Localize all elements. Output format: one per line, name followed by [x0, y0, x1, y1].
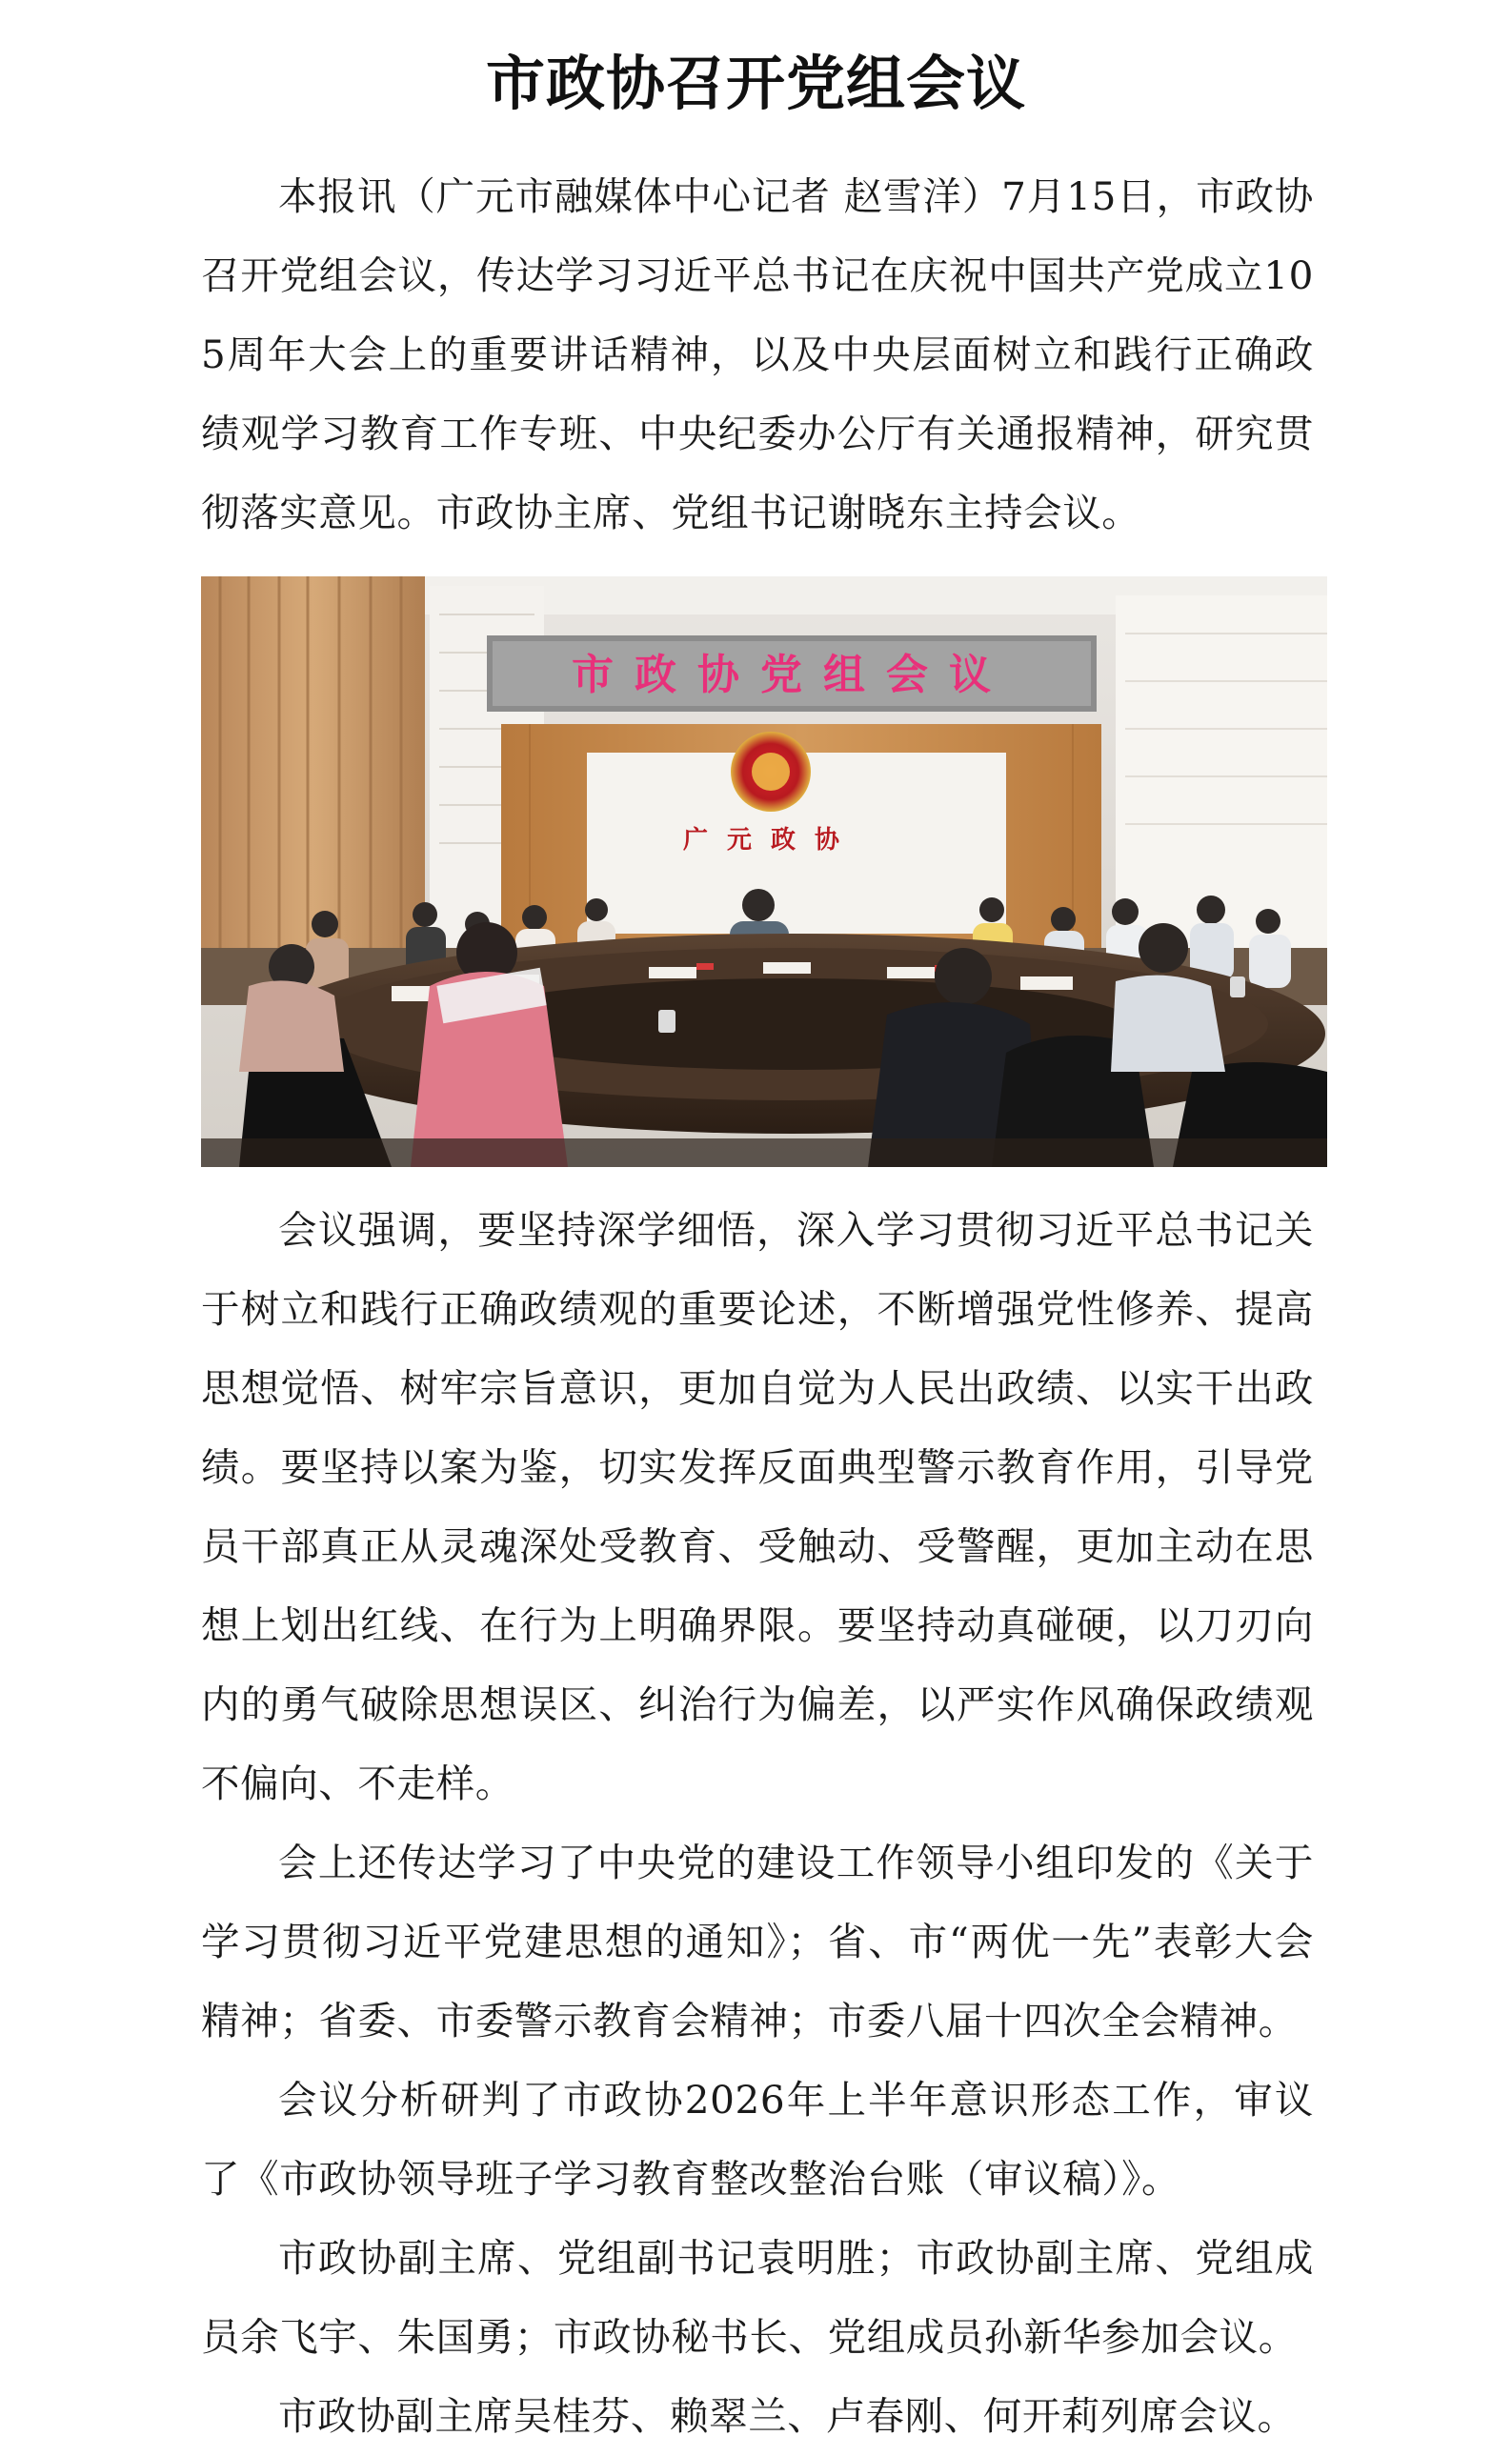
banner-text: 市政协党组会议: [572, 651, 1012, 699]
paragraph-transmission: 会上还传达学习了中央党的建设工作领导小组印发的《关于学习贯彻习近平党建思想的通知》；省、市“两优一先”表彰大会精神；省委、市委警示教育会精神；市委八届十四次全会精神。: [201, 1840, 1314, 2043]
paragraph-emphasis: 会议强调，要坚持深学细悟，深入学习贯彻习近平总书记关于树立和践行正确政绩观的重要论述，不断增强党性修养、提高思想觉悟、树牢宗旨意识，更加自觉为人民出政绩、以实干出政绩。要坚持以案为鉴，切实发挥反面典型警示教育作用，引导党员干部真正从灵魂深处受教育、受触动、受警醒，更加主动在思想上划出红线、在行为上明确界限。要坚持动真碰硬，以刀刃向内的勇气破除思想误区、纠治行为偏差，以严实作风确保政绩观不偏向、不走样。: [201, 1207, 1314, 1806]
paragraph-analysis: 会议分析研判了市政协2026年上半年意识形态工作，审议了《市政协领导班子学习教育整改整治台账（审议稿）》。: [201, 2077, 1314, 2202]
paragraph-attendees: 市政协副主席、党组副书记袁明胜；市政协副主席、党组成员余飞宇、朱国勇；市政协秘书长、党组成员孙新华参加会议。: [201, 2235, 1314, 2360]
meeting-photo: [201, 576, 1327, 1167]
paragraph-observers: 市政协副主席吴桂芬、赖翠兰、卢春刚、何开莉列席会议。: [278, 2393, 1297, 2439]
article-title: 市政协召开党组会议: [485, 48, 1026, 118]
meeting-photo-illustration: [201, 576, 1327, 1167]
wall-sign-text: 广元政协: [682, 826, 859, 855]
paragraph-lead: 本报讯（广元市融媒体中心记者 赵雪洋）7月15日，市政协召开党组会议，传达学习习近平总书记在庆祝中国共产党成立105周年大会上的重要讲话精神，以及中央层面树立和践行正确政绩观学习教育工作专班、中央纪委办公厅有关通报精神，研究贯彻落实意见。市政协主席、党组书记谢晓东主持会议。: [201, 173, 1314, 535]
article-body: [201, 157, 1314, 2456]
